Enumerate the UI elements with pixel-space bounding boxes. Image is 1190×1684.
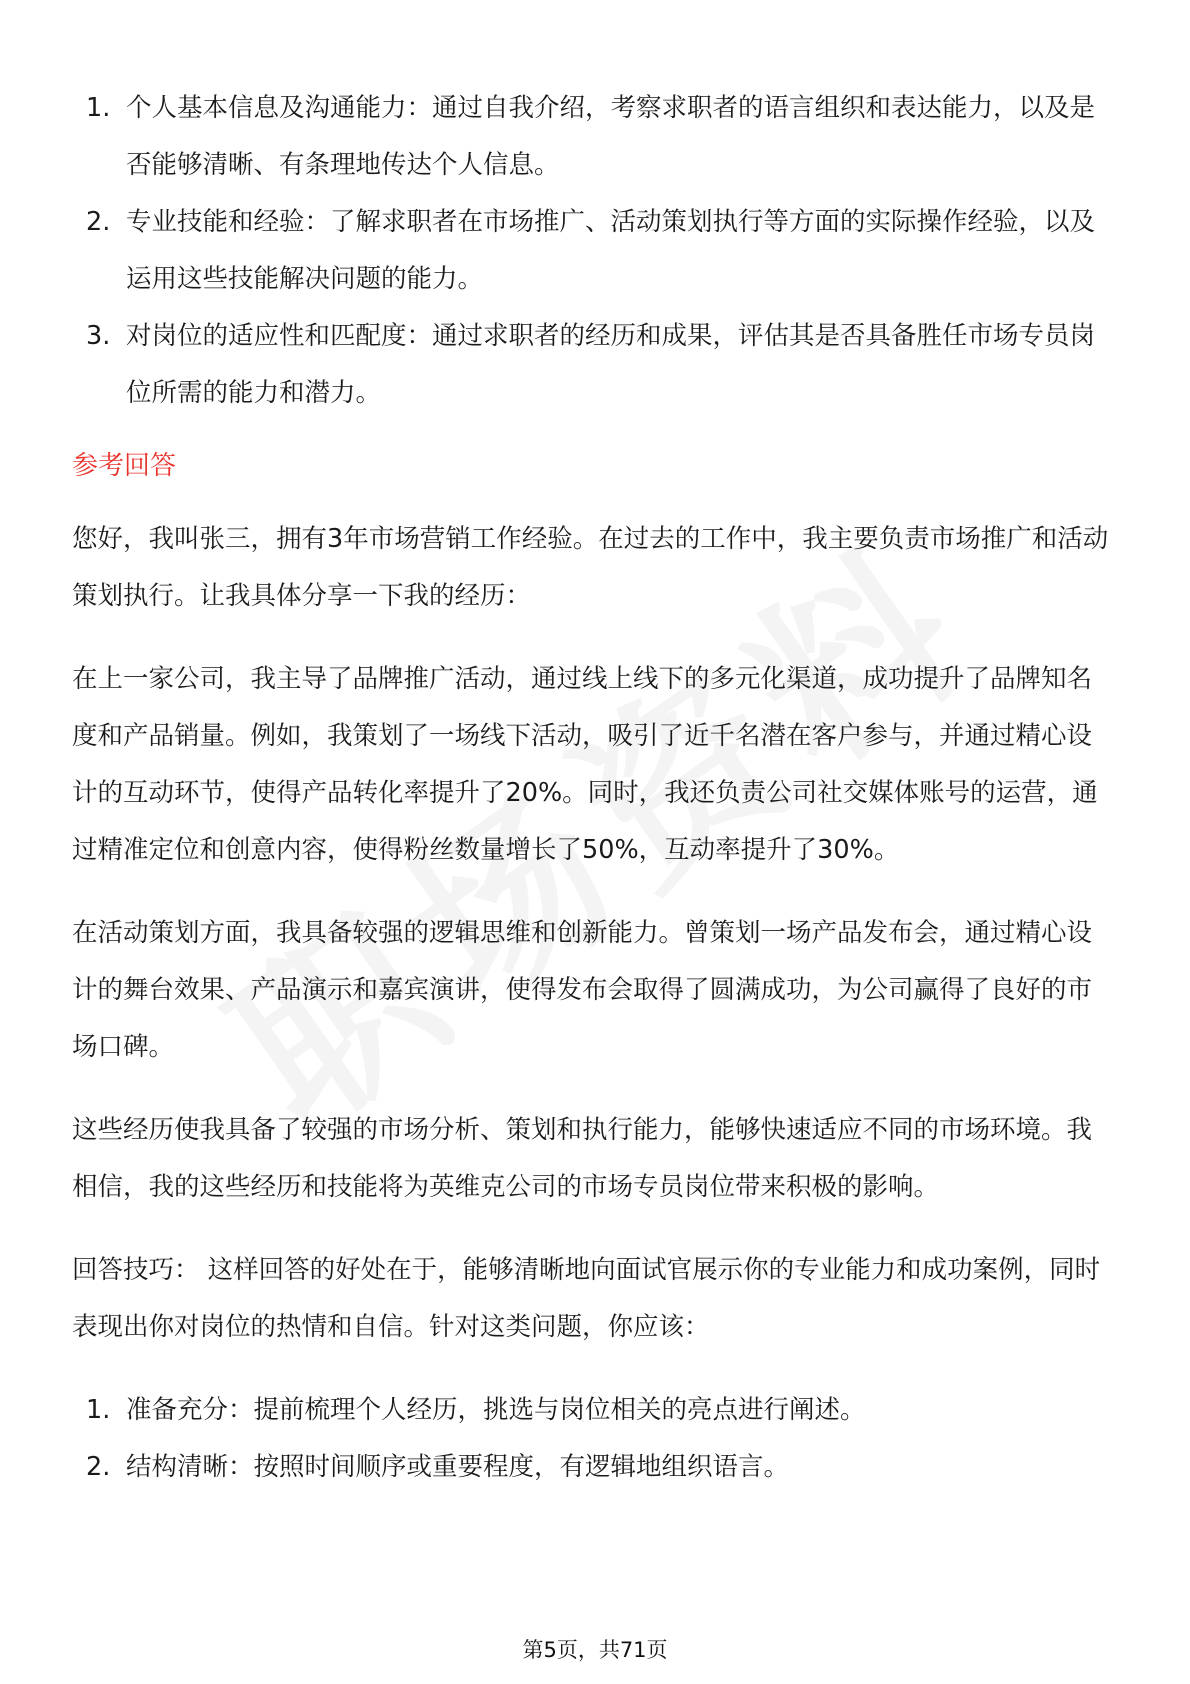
answer-heading: 参考回答	[72, 451, 177, 481]
tips-list	[72, 1382, 1117, 1496]
paragraph-summary: 这些经历使我具备了较强的市场分析、策划和执行能力，能够快速适应不同的市场环境。我相信，我的这些经历和技能将为英维克公司的市场专员岗位带来积极的影响。	[72, 1115, 1093, 1202]
list-item	[72, 308, 1117, 422]
list-text: 对岗位的适应性和匹配度：通过求职者的经历和成果，评估其是否具备胜任市场专员岗位所需的能力和潜力。	[126, 321, 1096, 408]
list-number: 1.	[86, 93, 111, 123]
list-number: 1.	[86, 1395, 111, 1425]
list-text: 个人基本信息及沟通能力：通过自我介绍，考察求职者的语言组织和表达能力，以及是否能够清晰、有条理地传达个人信息。	[126, 93, 1096, 180]
list-number: 3.	[86, 321, 111, 351]
criteria-list	[72, 80, 1117, 422]
paragraph-tips: 回答技巧： 这样回答的好处在于，能够清晰地向面试官展示你的专业能力和成功案例，同时表现出你对岗位的热情和自信。针对这类问题，你应该：	[72, 1255, 1101, 1342]
list-text: 结构清晰：按照时间顺序或重要程度，有逻辑地组织语言。	[126, 1452, 790, 1482]
page-footer: 第5页，共71页	[522, 1638, 668, 1662]
list-text: 准备充分：提前梳理个人经历，挑选与岗位相关的亮点进行阐述。	[126, 1395, 866, 1425]
list-item	[72, 80, 1117, 194]
paragraph-event-planning: 在活动策划方面，我具备较强的逻辑思维和创新能力。曾策划一场产品发布会，通过精心设计的舞台效果、产品演示和嘉宾演讲，使得发布会取得了圆满成功，为公司赢得了良好的市场口碑。	[72, 918, 1093, 1062]
list-item	[72, 1382, 1117, 1439]
list-number: 2.	[86, 207, 111, 237]
paragraph-experience: 在上一家公司，我主导了品牌推广活动，通过线上线下的多元化渠道，成功提升了品牌知名度和产品销量。例如，我策划了一场线下活动，吸引了近千名潜在客户参与，并通过精心设计的互动环节，使得产品转化率提升了20%。同时，我还负责公司社交媒体账号的运营，通过精准定位和创意内容，使得粉丝数量增长了50%，互动率提升了30%。	[72, 664, 1098, 865]
list-text: 专业技能和经验：了解求职者在市场推广、活动策划执行等方面的实际操作经验，以及运用这些技能解决问题的能力。	[126, 207, 1096, 294]
page-content	[72, 80, 1117, 1496]
list-item	[72, 194, 1117, 308]
paragraph-intro: 您好，我叫张三，拥有3年市场营销工作经验。在过去的工作中，我主要负责市场推广和活动策划执行。让我具体分享一下我的经历：	[72, 524, 1109, 611]
list-number: 2.	[86, 1452, 111, 1482]
list-item	[72, 1439, 1117, 1496]
